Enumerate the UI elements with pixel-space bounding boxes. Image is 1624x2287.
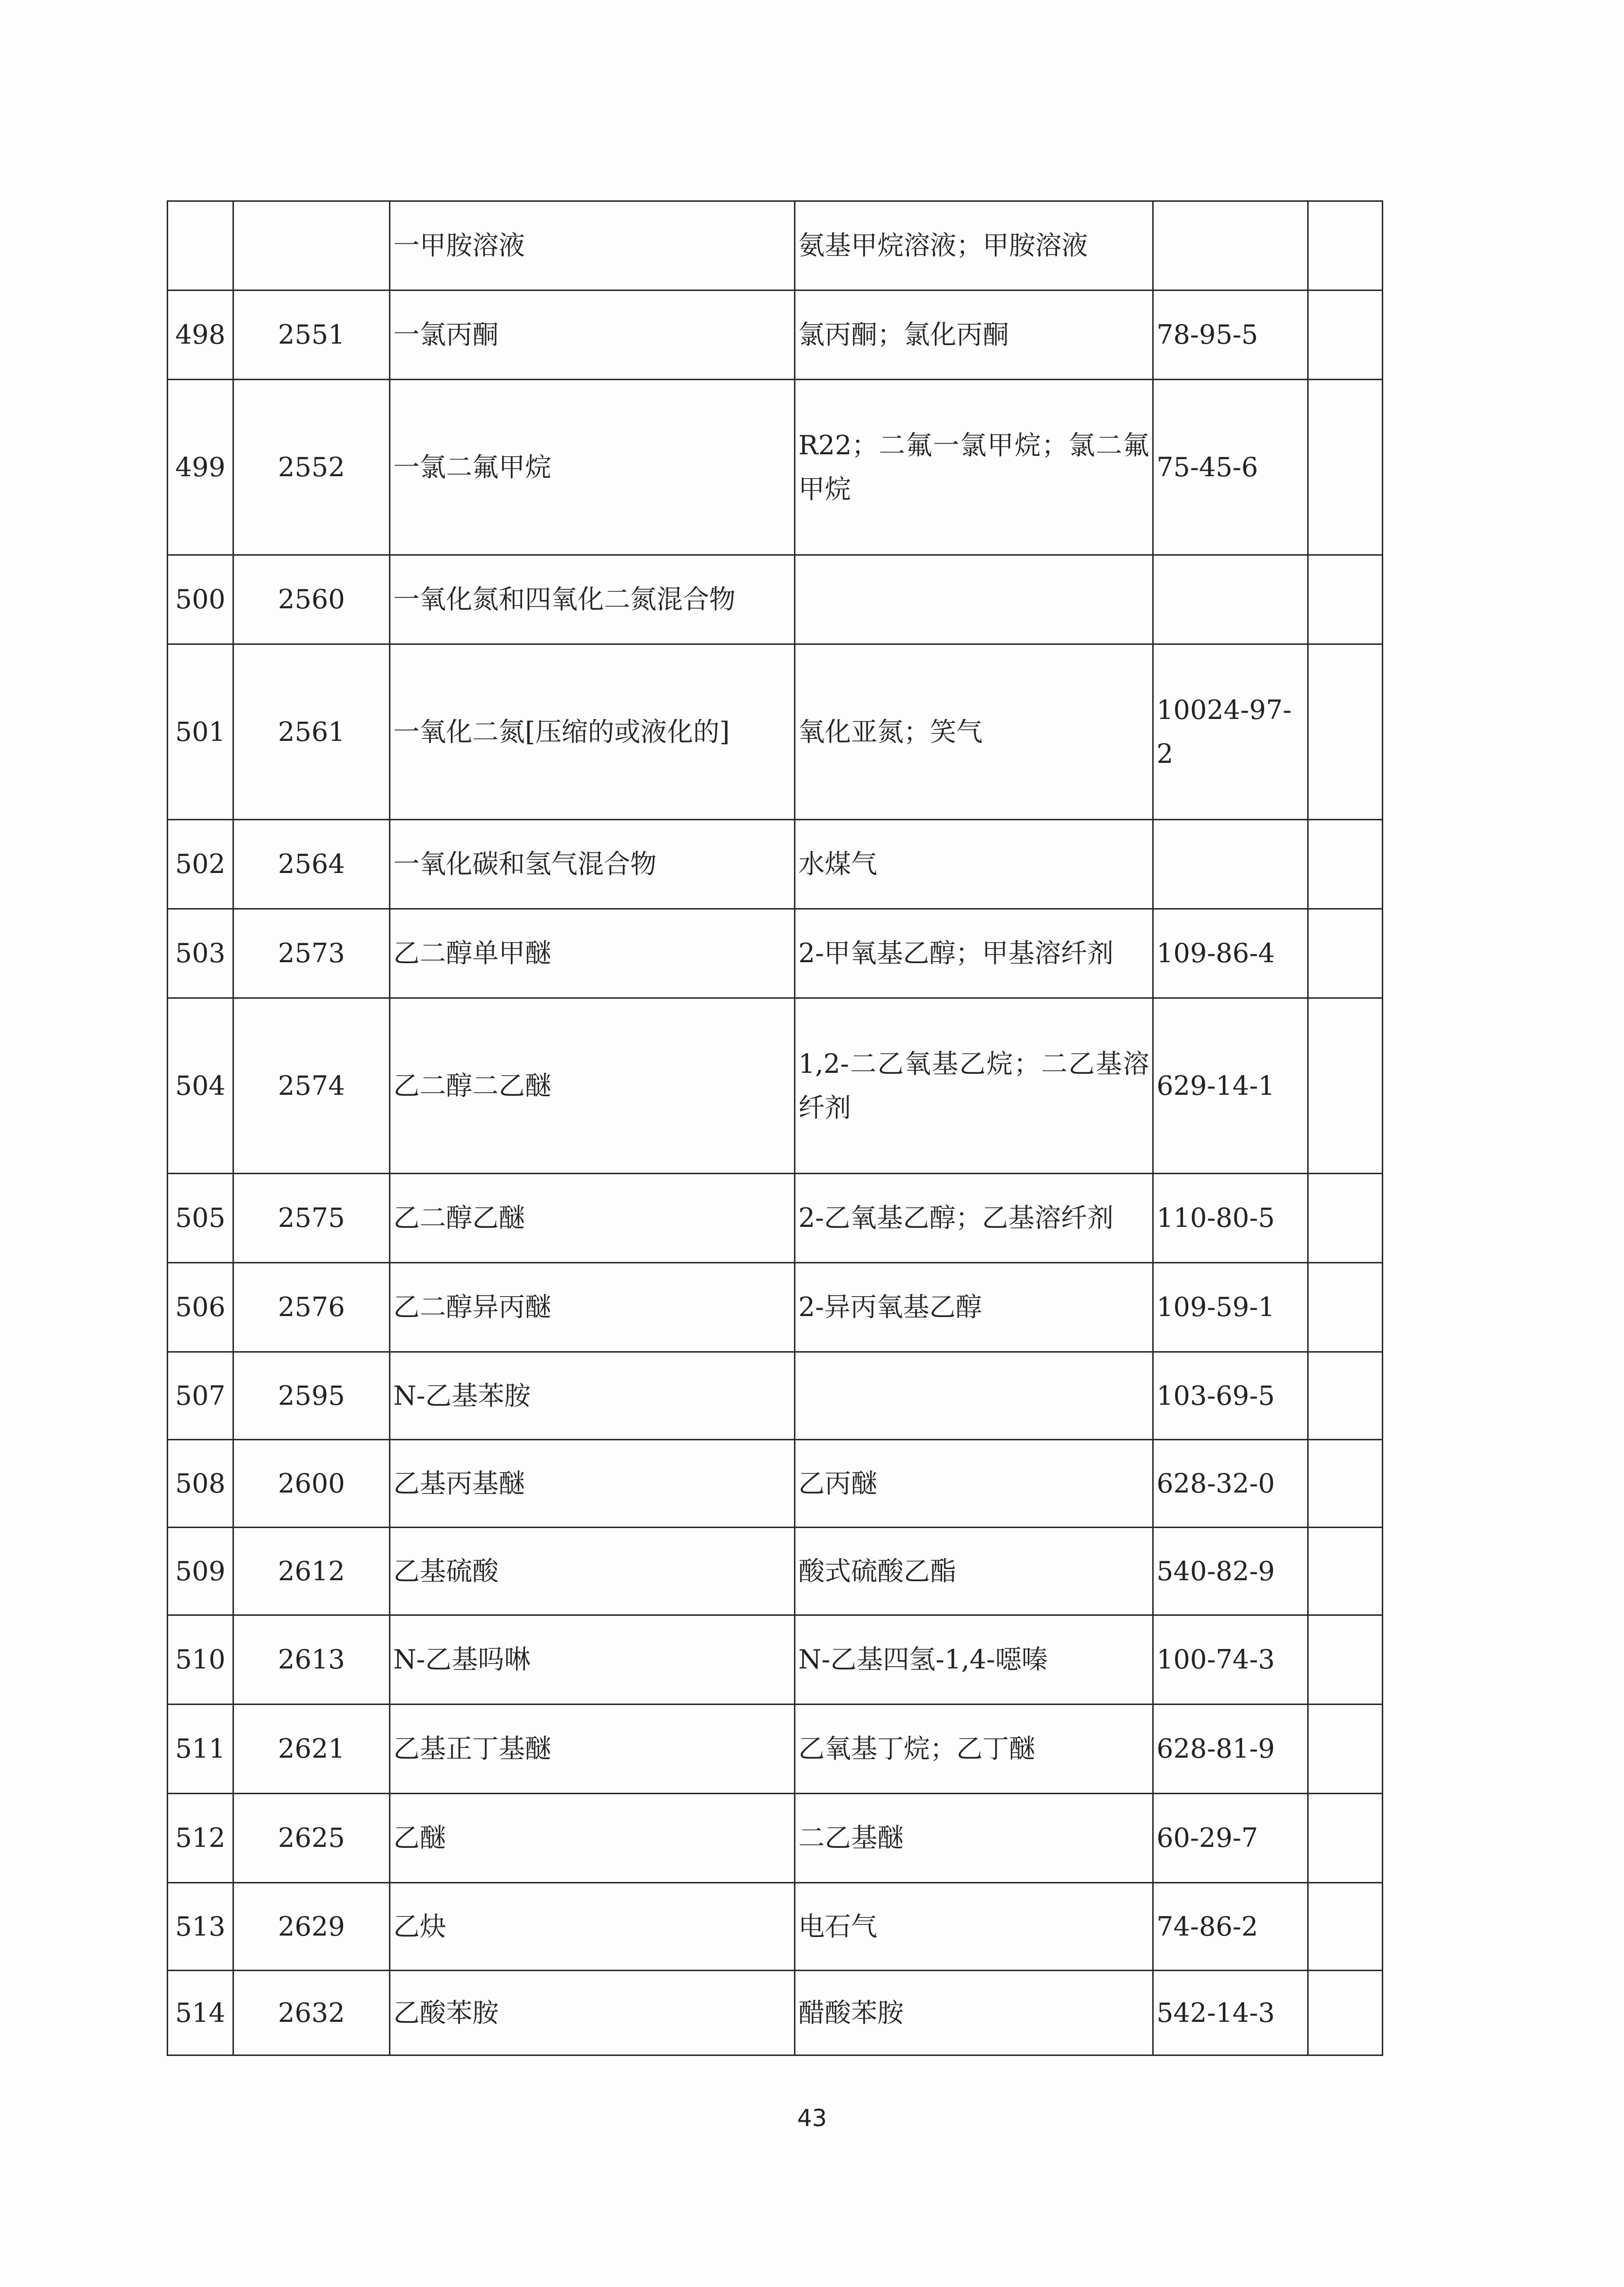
remark-cell xyxy=(1308,1440,1383,1528)
alias-cell: 氯丙酮；氯化丙酮 xyxy=(795,291,1153,380)
table-row xyxy=(168,1615,1383,1705)
alias-cell: 1,2-二乙氧基乙烷；二乙基溶纤剂 xyxy=(795,998,1153,1174)
alias-cell: 2-甲氧基乙醇；甲基溶纤剂 xyxy=(795,909,1153,998)
un-number-cell: 2574 xyxy=(233,998,390,1174)
cas-number-cell xyxy=(1153,555,1308,644)
cas-number-cell: 60-29-7 xyxy=(1153,1794,1308,1883)
remark-cell xyxy=(1308,998,1383,1174)
un-number-cell: 2552 xyxy=(233,380,390,555)
alias-cell: 酸式硫酸乙酯 xyxy=(795,1528,1153,1615)
table-row xyxy=(168,644,1383,820)
remark-cell xyxy=(1308,1705,1383,1794)
cas-number-cell: 75-45-6 xyxy=(1153,380,1308,555)
row-number-cell: 508 xyxy=(168,1440,233,1528)
row-number-cell: 512 xyxy=(168,1794,233,1883)
un-number-cell: 2560 xyxy=(233,555,390,644)
cas-number-cell: 109-59-1 xyxy=(1153,1263,1308,1352)
table-row xyxy=(168,1440,1383,1528)
table-row xyxy=(168,820,1383,909)
alias-cell xyxy=(795,555,1153,644)
chemical-name-cell: 一甲胺溶液 xyxy=(390,201,795,291)
row-number-cell: 513 xyxy=(168,1883,233,1971)
row-number-cell: 501 xyxy=(168,644,233,820)
remark-cell xyxy=(1308,1528,1383,1615)
cas-number-cell: 10024-97-2 xyxy=(1153,644,1308,820)
row-number-cell xyxy=(168,201,233,291)
chemical-name-cell: N-乙基苯胺 xyxy=(390,1352,795,1440)
table-row xyxy=(168,1263,1383,1352)
remark-cell xyxy=(1308,291,1383,380)
remark-cell xyxy=(1308,1263,1383,1352)
table-row xyxy=(168,1528,1383,1615)
table-row xyxy=(168,1971,1383,2055)
remark-cell xyxy=(1308,1352,1383,1440)
row-number-cell: 503 xyxy=(168,909,233,998)
row-number-cell: 510 xyxy=(168,1615,233,1705)
row-number-cell: 500 xyxy=(168,555,233,644)
chemical-name-cell: 乙二醇单甲醚 xyxy=(390,909,795,998)
chemical-name-cell: 乙炔 xyxy=(390,1883,795,1971)
alias-cell: 乙氧基丁烷；乙丁醚 xyxy=(795,1705,1153,1794)
table-row xyxy=(168,291,1383,380)
table-row xyxy=(168,1705,1383,1794)
table-row xyxy=(168,998,1383,1174)
remark-cell xyxy=(1308,1794,1383,1883)
page-number: 43 xyxy=(797,2105,827,2132)
cas-number-cell: 629-14-1 xyxy=(1153,998,1308,1174)
row-number-cell: 507 xyxy=(168,1352,233,1440)
chemical-name-cell: 乙基丙基醚 xyxy=(390,1440,795,1528)
alias-cell: 电石气 xyxy=(795,1883,1153,1971)
alias-cell: 2-乙氧基乙醇；乙基溶纤剂 xyxy=(795,1174,1153,1263)
cas-number-cell: 103-69-5 xyxy=(1153,1352,1308,1440)
cas-number-cell: 628-32-0 xyxy=(1153,1440,1308,1528)
un-number-cell xyxy=(233,201,390,291)
alias-cell: 二乙基醚 xyxy=(795,1794,1153,1883)
row-number-cell: 505 xyxy=(168,1174,233,1263)
table-row xyxy=(168,201,1383,291)
table-body xyxy=(168,201,1383,2055)
alias-cell: 氧化亚氮；笑气 xyxy=(795,644,1153,820)
cas-number-cell: 540-82-9 xyxy=(1153,1528,1308,1615)
alias-cell: 醋酸苯胺 xyxy=(795,1971,1153,2055)
alias-cell xyxy=(795,1352,1153,1440)
alias-cell: R22；二氟一氯甲烷；氯二氟甲烷 xyxy=(795,380,1153,555)
chemical-name-cell: 乙二醇二乙醚 xyxy=(390,998,795,1174)
row-number-cell: 511 xyxy=(168,1705,233,1794)
remark-cell xyxy=(1308,1883,1383,1971)
table-row xyxy=(168,1883,1383,1971)
un-number-cell: 2551 xyxy=(233,291,390,380)
table-row xyxy=(168,380,1383,555)
row-number-cell: 506 xyxy=(168,1263,233,1352)
cas-number-cell: 100-74-3 xyxy=(1153,1615,1308,1705)
cas-number-cell: 78-95-5 xyxy=(1153,291,1308,380)
table-row xyxy=(168,555,1383,644)
chemical-name-cell: 一氧化碳和氢气混合物 xyxy=(390,820,795,909)
un-number-cell: 2625 xyxy=(233,1794,390,1883)
remark-cell xyxy=(1308,1615,1383,1705)
table-row xyxy=(168,1794,1383,1883)
chemical-name-cell: 乙基硫酸 xyxy=(390,1528,795,1615)
chemical-name-cell: 乙酸苯胺 xyxy=(390,1971,795,2055)
row-number-cell: 509 xyxy=(168,1528,233,1615)
remark-cell xyxy=(1308,1174,1383,1263)
cas-number-cell: 542-14-3 xyxy=(1153,1971,1308,2055)
table-row xyxy=(168,1352,1383,1440)
un-number-cell: 2629 xyxy=(233,1883,390,1971)
cas-number-cell: 110-80-5 xyxy=(1153,1174,1308,1263)
un-number-cell: 2575 xyxy=(233,1174,390,1263)
alias-cell: 乙丙醚 xyxy=(795,1440,1153,1528)
chemical-name-cell: N-乙基吗啉 xyxy=(390,1615,795,1705)
chemical-name-cell: 一氯二氟甲烷 xyxy=(390,380,795,555)
table-row xyxy=(168,909,1383,998)
row-number-cell: 504 xyxy=(168,998,233,1174)
un-number-cell: 2561 xyxy=(233,644,390,820)
chemical-name-cell: 乙二醇乙醚 xyxy=(390,1174,795,1263)
remark-cell xyxy=(1308,555,1383,644)
row-number-cell: 498 xyxy=(168,291,233,380)
cas-number-cell: 109-86-4 xyxy=(1153,909,1308,998)
chemical-name-cell: 一氧化氮和四氧化二氮混合物 xyxy=(390,555,795,644)
alias-cell: 水煤气 xyxy=(795,820,1153,909)
remark-cell xyxy=(1308,820,1383,909)
un-number-cell: 2621 xyxy=(233,1705,390,1794)
chemical-name-cell: 一氯丙酮 xyxy=(390,291,795,380)
chemical-name-cell: 一氧化二氮[压缩的或液化的] xyxy=(390,644,795,820)
un-number-cell: 2613 xyxy=(233,1615,390,1705)
cas-number-cell xyxy=(1153,201,1308,291)
un-number-cell: 2632 xyxy=(233,1971,390,2055)
un-number-cell: 2573 xyxy=(233,909,390,998)
cas-number-cell xyxy=(1153,820,1308,909)
chemical-name-cell: 乙醚 xyxy=(390,1794,795,1883)
table-row xyxy=(168,1174,1383,1263)
remark-cell xyxy=(1308,909,1383,998)
row-number-cell: 502 xyxy=(168,820,233,909)
chemical-name-cell: 乙二醇异丙醚 xyxy=(390,1263,795,1352)
row-number-cell: 499 xyxy=(168,380,233,555)
cas-number-cell: 628-81-9 xyxy=(1153,1705,1308,1794)
row-number-cell: 514 xyxy=(168,1971,233,2055)
remark-cell xyxy=(1308,201,1383,291)
remark-cell xyxy=(1308,380,1383,555)
cas-number-cell: 74-86-2 xyxy=(1153,1883,1308,1971)
un-number-cell: 2595 xyxy=(233,1352,390,1440)
un-number-cell: 2564 xyxy=(233,820,390,909)
alias-cell: 氨基甲烷溶液；甲胺溶液 xyxy=(795,201,1153,291)
chemical-name-cell: 乙基正丁基醚 xyxy=(390,1705,795,1794)
hazardous-chemicals-table xyxy=(167,200,1383,2056)
un-number-cell: 2576 xyxy=(233,1263,390,1352)
remark-cell xyxy=(1308,1971,1383,2055)
alias-cell: 2-异丙氧基乙醇 xyxy=(795,1263,1153,1352)
un-number-cell: 2612 xyxy=(233,1528,390,1615)
alias-cell: N-乙基四氢-1,4-噁嗪 xyxy=(795,1615,1153,1705)
un-number-cell: 2600 xyxy=(233,1440,390,1528)
remark-cell xyxy=(1308,644,1383,820)
